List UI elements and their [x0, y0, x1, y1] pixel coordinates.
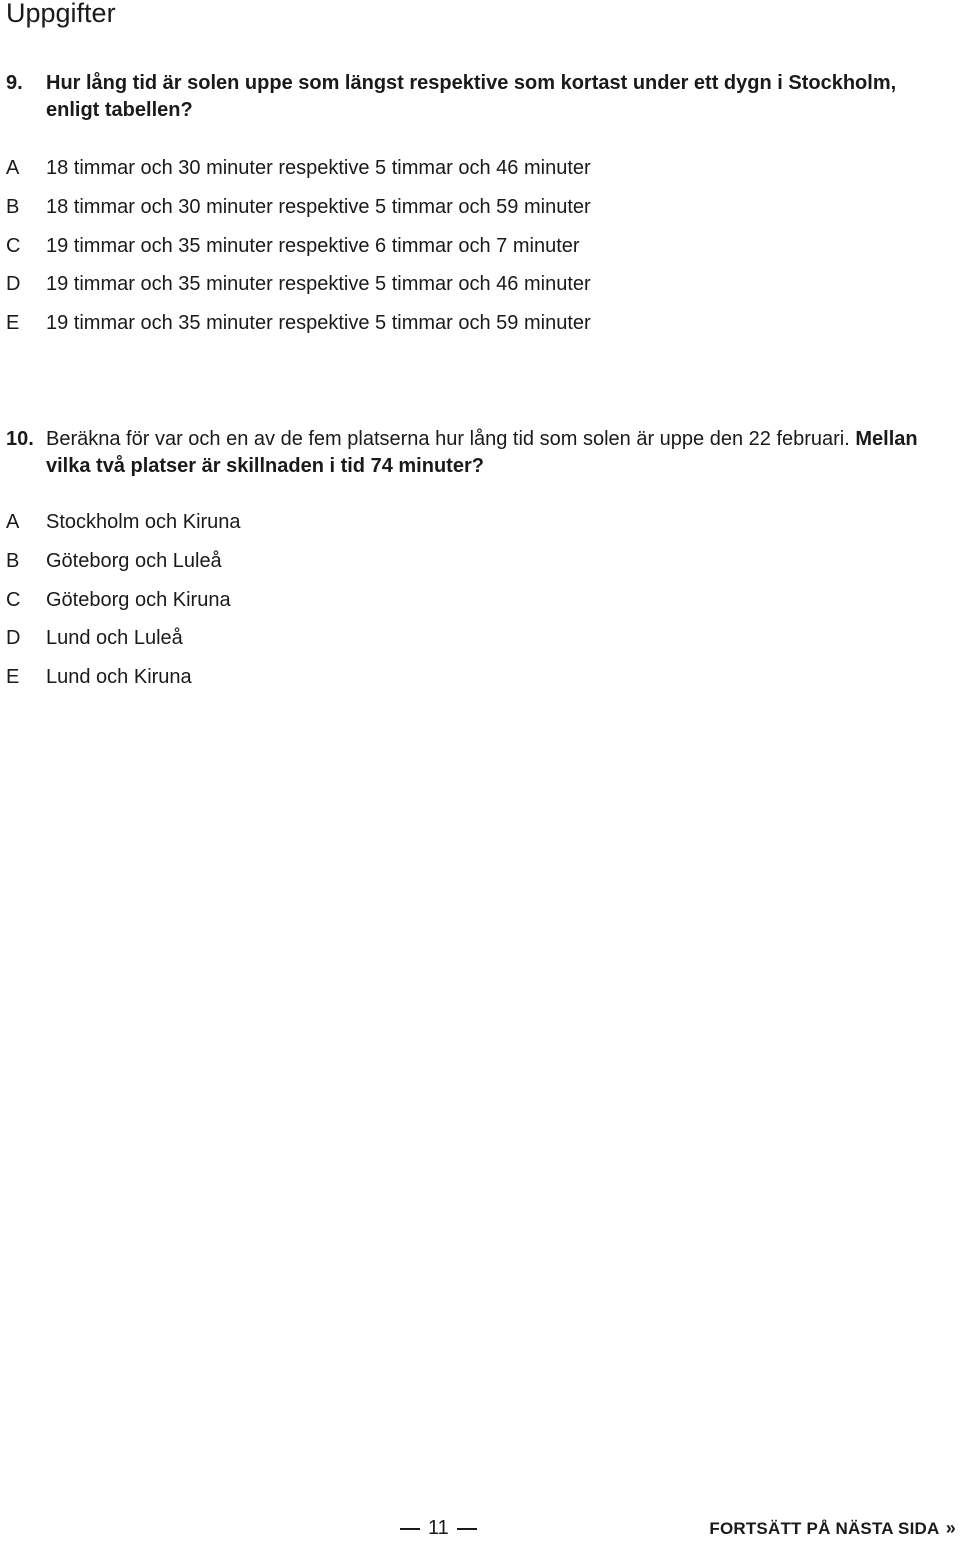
option-text: 18 timmar och 30 minuter respektive 5 timmar och 59 minuter: [46, 195, 591, 218]
continue-label: FORTSÄTT PÅ NÄSTA SIDA: [709, 1519, 939, 1538]
option-letter: E: [6, 666, 20, 689]
option-letter: A: [6, 511, 20, 533]
option-text: Göteborg och Kiruna: [46, 588, 231, 611]
option-text: Lund och Kiruna: [46, 666, 192, 689]
option-text: 19 timmar och 35 minuter respektive 5 timmar och 59 minuter: [46, 312, 591, 335]
double-chevron-right-icon: »: [945, 1518, 956, 1538]
option-text: 19 timmar och 35 minuter respektive 5 timmar och 46 minuter: [46, 273, 591, 296]
question-9: [6, 70, 920, 124]
question-number: 10.: [6, 428, 34, 450]
option-letter: A: [6, 157, 20, 179]
option-letter: D: [6, 273, 21, 296]
question-10: [6, 426, 920, 480]
continue-next-page: [709, 1518, 956, 1539]
option-letter: C: [6, 234, 21, 257]
option-letter: C: [6, 588, 21, 611]
option-letter: B: [6, 195, 20, 218]
question-number: 9.: [6, 72, 23, 94]
option-text: Göteborg och Luleå: [46, 549, 222, 572]
option-text: Stockholm och Kiruna: [46, 511, 241, 533]
page-number: [400, 1517, 477, 1540]
page-number-value: 11: [428, 1517, 449, 1539]
page-title: Uppgifter: [6, 0, 116, 28]
dash-decoration: [457, 1528, 477, 1530]
question-text-plain: Beräkna för var och en av de fem platserna hur lång tid som solen är uppe den 22 februari.: [46, 428, 850, 450]
option-text: Lund och Luleå: [46, 627, 183, 650]
option-letter: D: [6, 627, 21, 650]
question-text: Hur lång tid är solen uppe som längst respektive som kortast under ett dygn i Stockholm, enligt tabellen?: [46, 72, 897, 121]
question-text: [46, 426, 920, 480]
option-letter: B: [6, 549, 20, 572]
dash-decoration: [400, 1528, 420, 1530]
option-text: 19 timmar och 35 minuter respektive 6 timmar och 7 minuter: [46, 234, 580, 257]
option-letter: E: [6, 312, 20, 335]
question-text-bold: Mellan vilka två platser är skillnaden i tid 74 minuter?: [46, 428, 918, 477]
option-text: 18 timmar och 30 minuter respektive 5 timmar och 46 minuter: [46, 157, 591, 179]
